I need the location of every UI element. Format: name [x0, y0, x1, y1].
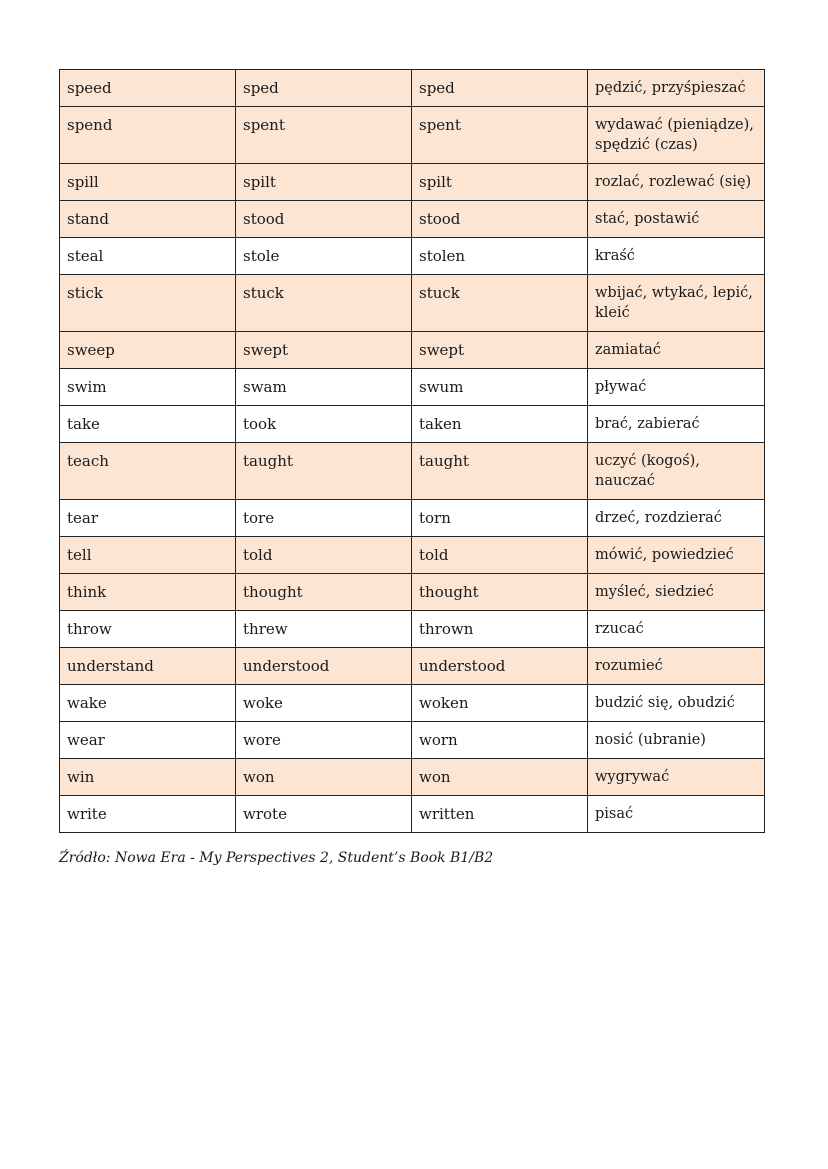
- base-form-cell: spill: [60, 164, 236, 201]
- past-simple-cell: spent: [236, 107, 412, 164]
- past-participle-cell: thrown: [412, 611, 588, 648]
- polish-translation-cell: nosić (ubranie): [588, 722, 765, 759]
- past-simple-cell: stole: [236, 238, 412, 275]
- irregular-verbs-table: [59, 69, 765, 833]
- base-form-cell: tear: [60, 500, 236, 537]
- base-form-cell: take: [60, 406, 236, 443]
- past-participle-cell: swept: [412, 332, 588, 369]
- polish-translation-cell: zamiatać: [588, 332, 765, 369]
- table-row: [60, 275, 765, 332]
- past-simple-cell: tore: [236, 500, 412, 537]
- past-simple-cell: wore: [236, 722, 412, 759]
- table-row: [60, 722, 765, 759]
- past-participle-cell: spilt: [412, 164, 588, 201]
- past-participle-cell: sped: [412, 70, 588, 107]
- table-row: [60, 611, 765, 648]
- past-simple-cell: swept: [236, 332, 412, 369]
- past-simple-cell: told: [236, 537, 412, 574]
- past-participle-cell: worn: [412, 722, 588, 759]
- past-simple-cell: won: [236, 759, 412, 796]
- base-form-cell: stand: [60, 201, 236, 238]
- base-form-cell: wear: [60, 722, 236, 759]
- table-row: [60, 164, 765, 201]
- past-participle-cell: stolen: [412, 238, 588, 275]
- past-participle-cell: taught: [412, 443, 588, 500]
- polish-translation-cell: wydawać (pieniądze), spędzić (czas): [588, 107, 765, 164]
- table-row: [60, 369, 765, 406]
- polish-translation-cell: rozlać, rozlewać (się): [588, 164, 765, 201]
- table-row: [60, 648, 765, 685]
- base-form-cell: spend: [60, 107, 236, 164]
- past-simple-cell: swam: [236, 369, 412, 406]
- polish-translation-cell: brać, zabierać: [588, 406, 765, 443]
- polish-translation-cell: rozumieć: [588, 648, 765, 685]
- past-simple-cell: sped: [236, 70, 412, 107]
- polish-translation-cell: pływać: [588, 369, 765, 406]
- table-row: [60, 70, 765, 107]
- past-simple-cell: spilt: [236, 164, 412, 201]
- verbs-table-body: [60, 70, 765, 833]
- polish-translation-cell: wygrywać: [588, 759, 765, 796]
- source-citation: Źródło: Nowa Era - My Perspectives 2, Student’s Book B1/B2: [59, 850, 494, 866]
- table-row: [60, 574, 765, 611]
- past-participle-cell: swum: [412, 369, 588, 406]
- base-form-cell: wake: [60, 685, 236, 722]
- polish-translation-cell: stać, postawić: [588, 201, 765, 238]
- base-form-cell: think: [60, 574, 236, 611]
- base-form-cell: stick: [60, 275, 236, 332]
- table-row: [60, 406, 765, 443]
- past-simple-cell: threw: [236, 611, 412, 648]
- past-participle-cell: written: [412, 796, 588, 833]
- polish-translation-cell: uczyć (kogoś), nauczać: [588, 443, 765, 500]
- polish-translation-cell: pisać: [588, 796, 765, 833]
- base-form-cell: throw: [60, 611, 236, 648]
- past-participle-cell: thought: [412, 574, 588, 611]
- past-participle-cell: torn: [412, 500, 588, 537]
- table-row: [60, 685, 765, 722]
- table-row: [60, 201, 765, 238]
- polish-translation-cell: kraść: [588, 238, 765, 275]
- table-row: [60, 537, 765, 574]
- past-participle-cell: won: [412, 759, 588, 796]
- table-row: [60, 107, 765, 164]
- base-form-cell: speed: [60, 70, 236, 107]
- past-simple-cell: understood: [236, 648, 412, 685]
- past-participle-cell: woken: [412, 685, 588, 722]
- base-form-cell: swim: [60, 369, 236, 406]
- past-simple-cell: took: [236, 406, 412, 443]
- base-form-cell: sweep: [60, 332, 236, 369]
- past-participle-cell: taken: [412, 406, 588, 443]
- base-form-cell: win: [60, 759, 236, 796]
- table-row: [60, 332, 765, 369]
- table-row: [60, 796, 765, 833]
- past-simple-cell: wrote: [236, 796, 412, 833]
- past-participle-cell: understood: [412, 648, 588, 685]
- past-participle-cell: stuck: [412, 275, 588, 332]
- past-participle-cell: told: [412, 537, 588, 574]
- past-simple-cell: woke: [236, 685, 412, 722]
- past-simple-cell: stood: [236, 201, 412, 238]
- table-row: [60, 759, 765, 796]
- base-form-cell: write: [60, 796, 236, 833]
- past-participle-cell: stood: [412, 201, 588, 238]
- past-simple-cell: stuck: [236, 275, 412, 332]
- past-simple-cell: thought: [236, 574, 412, 611]
- table-row: [60, 500, 765, 537]
- polish-translation-cell: pędzić, przyśpieszać: [588, 70, 765, 107]
- polish-translation-cell: drzeć, rozdzierać: [588, 500, 765, 537]
- polish-translation-cell: mówić, powiedzieć: [588, 537, 765, 574]
- base-form-cell: understand: [60, 648, 236, 685]
- table-row: [60, 443, 765, 500]
- base-form-cell: steal: [60, 238, 236, 275]
- past-participle-cell: spent: [412, 107, 588, 164]
- table-row: [60, 238, 765, 275]
- base-form-cell: tell: [60, 537, 236, 574]
- polish-translation-cell: wbijać, wtykać, lepić, kleić: [588, 275, 765, 332]
- polish-translation-cell: myśleć, siedzieć: [588, 574, 765, 611]
- polish-translation-cell: budzić się, obudzić: [588, 685, 765, 722]
- polish-translation-cell: rzucać: [588, 611, 765, 648]
- past-simple-cell: taught: [236, 443, 412, 500]
- base-form-cell: teach: [60, 443, 236, 500]
